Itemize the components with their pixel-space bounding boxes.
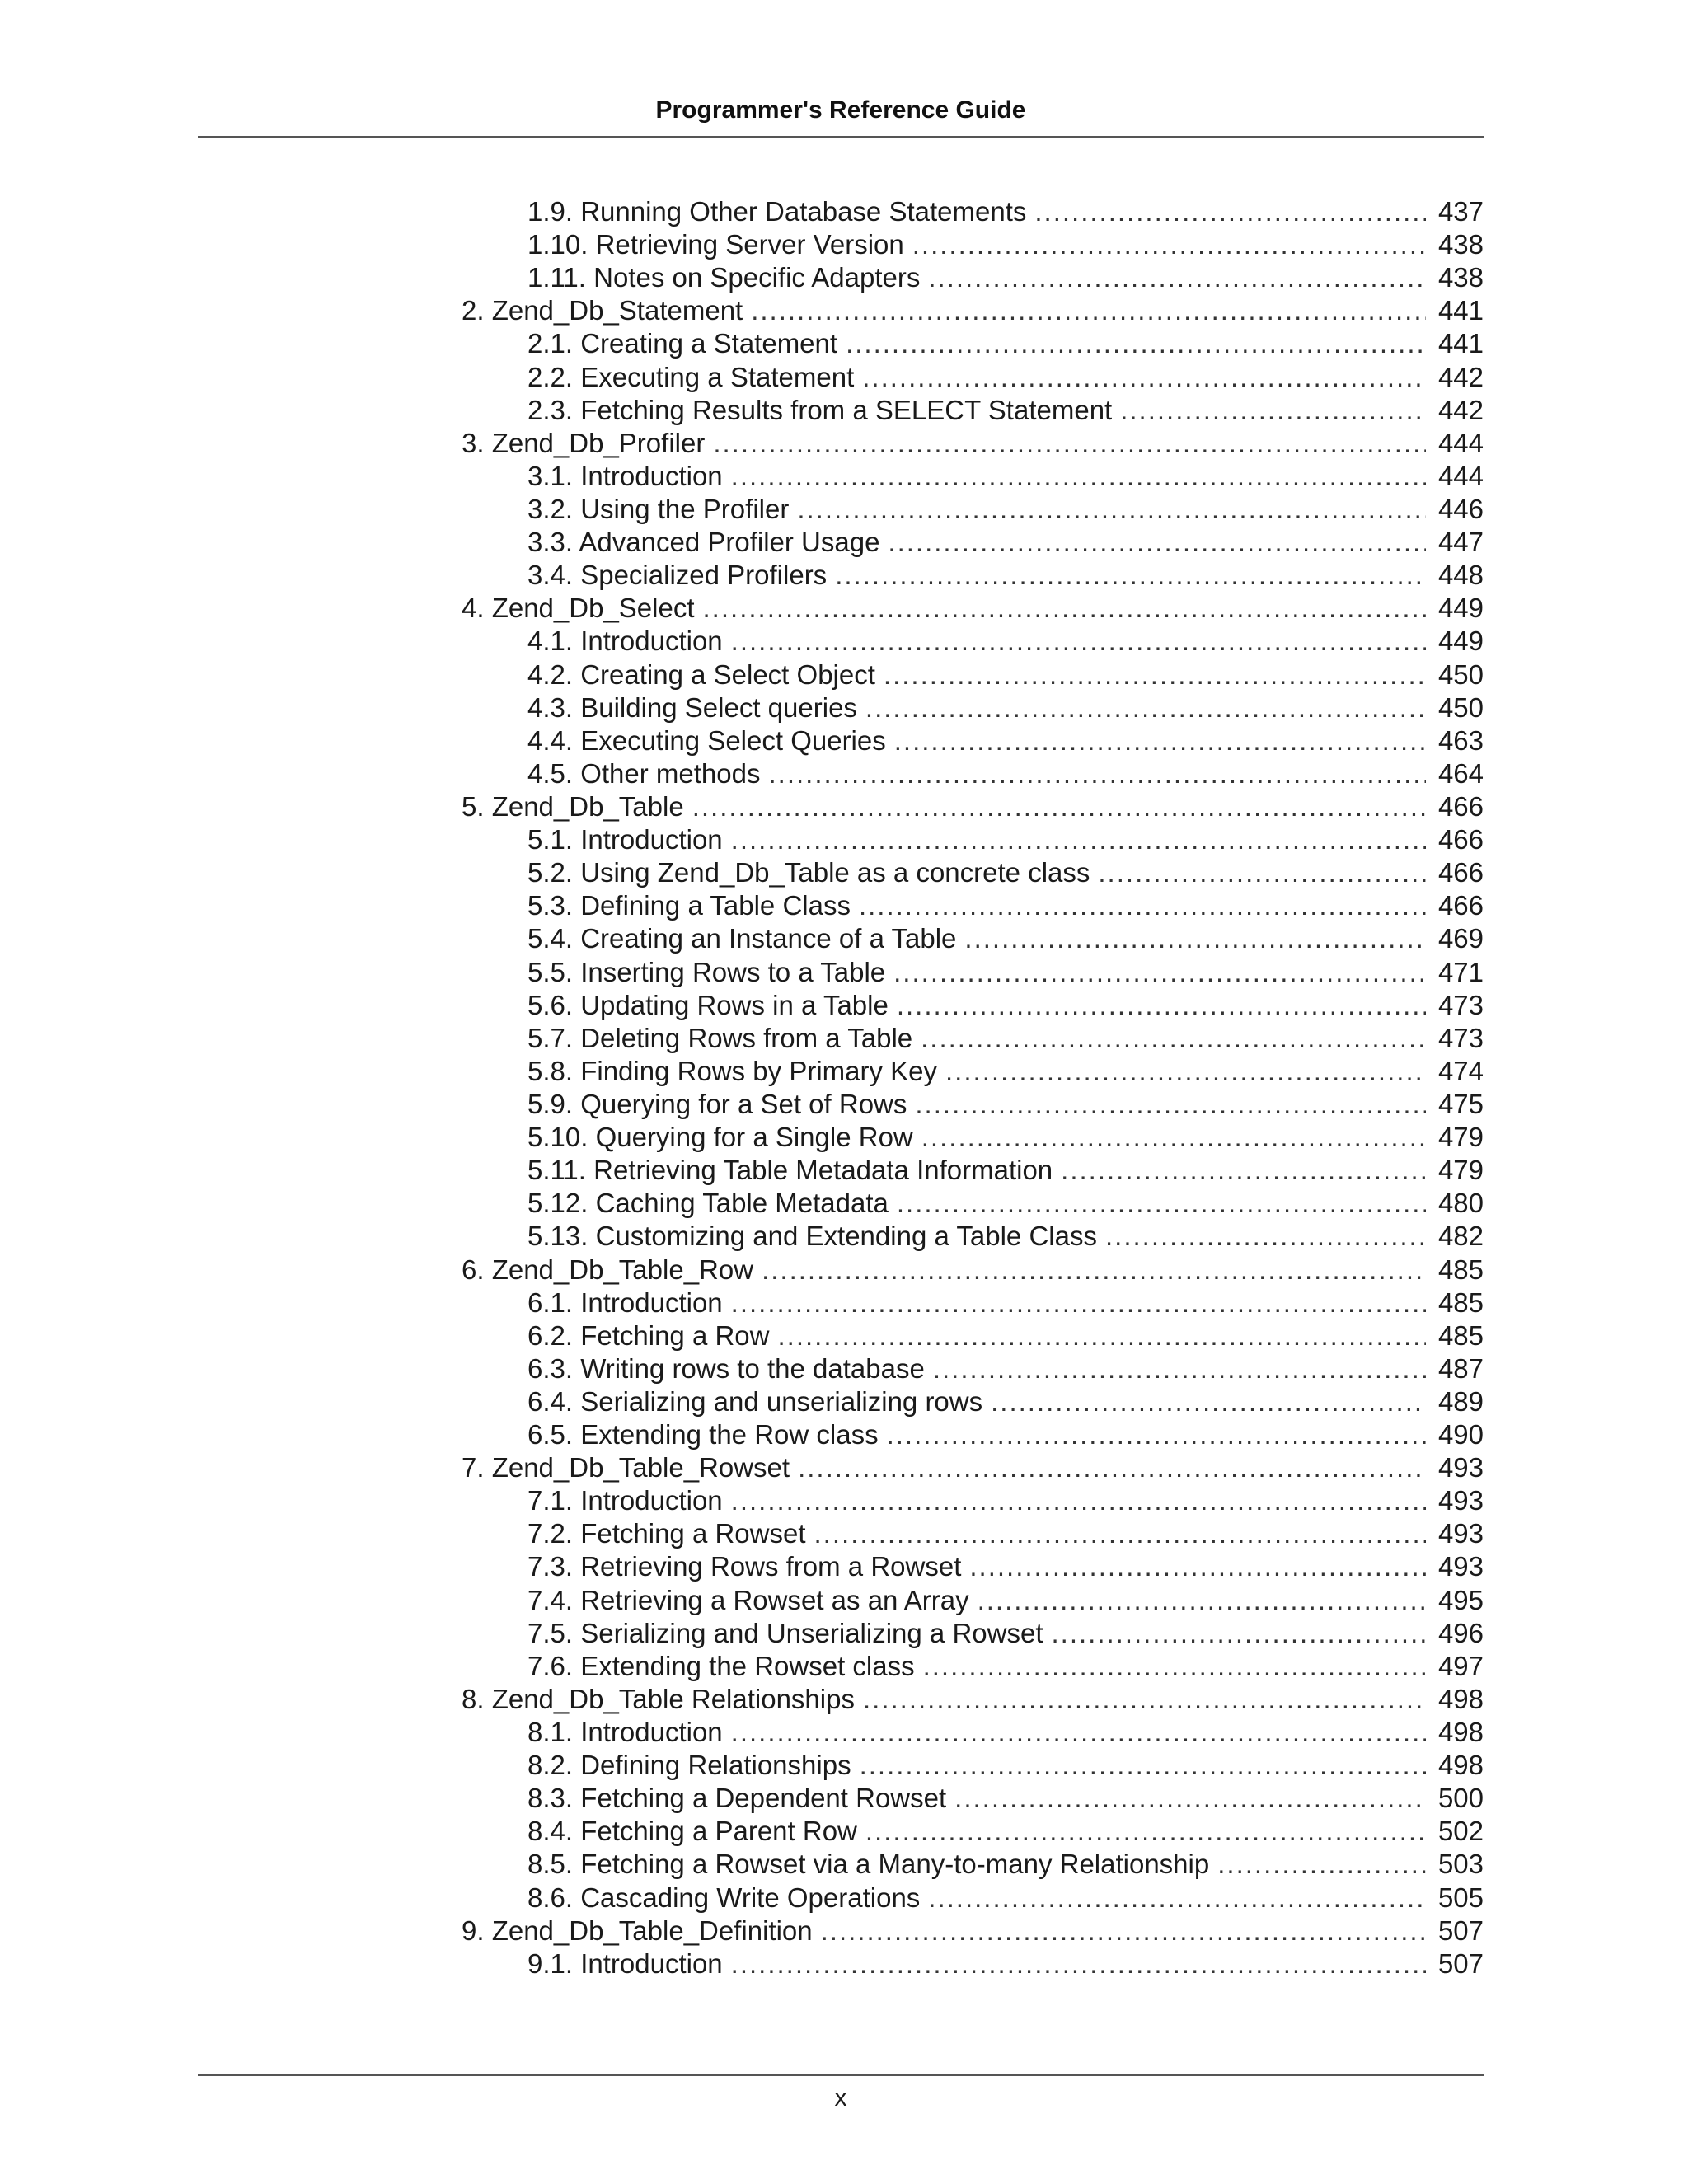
toc-entry[interactable] [462,1815,1484,1848]
toc-entry-page-number[interactable]: 479 [1437,1122,1484,1153]
toc-entry[interactable] [462,493,1484,526]
toc-dot-leader [860,1749,1426,1782]
toc-entry[interactable] [462,427,1484,460]
toc-dot-leader [821,1915,1426,1947]
toc-entry-title[interactable]: 8. Zend_Db_Table Relationships [462,1683,855,1714]
toc-entry-title[interactable]: 5.8. Finding Rows by Primary Key [528,1055,938,1086]
toc-entry-page-number[interactable]: 448 [1437,560,1484,591]
toc-dot-leader [797,493,1426,526]
toc-entry-title[interactable]: 7.3. Retrieving Rows from a Rowset [528,1551,962,1582]
toc-dot-leader [928,1882,1426,1915]
toc-entry-page-number[interactable]: 503 [1437,1849,1484,1880]
toc-entry-title[interactable]: 2.3. Fetching Results from a SELECT Statement [528,394,1113,425]
toc-entry[interactable] [462,724,1484,757]
toc-entry-page-number[interactable]: 473 [1437,1022,1484,1053]
toc-entry-title[interactable]: 6. Zend_Db_Table_Row [462,1254,754,1285]
toc-entry-title[interactable]: 9. Zend_Db_Table_Definition [462,1915,813,1946]
toc-entry-page-number[interactable]: 446 [1437,493,1484,524]
toc-entry-title[interactable]: 4.4. Executing Select Queries [528,724,886,756]
toc-entry-page-number[interactable]: 449 [1437,593,1484,624]
toc-entry[interactable] [462,1484,1484,1517]
toc-entry[interactable] [462,1782,1484,1815]
toc-dot-leader [731,823,1426,856]
toc-dot-leader [731,1286,1426,1319]
page-number: x [834,2084,847,2111]
toc-entry-page-number[interactable]: 475 [1437,1088,1484,1119]
toc-entry-title[interactable]: 1.10. Retrieving Server Version [528,229,904,260]
toc-entry-page-number[interactable]: 438 [1437,229,1484,260]
toc-entry-title[interactable]: 5.12. Caching Table Metadata [528,1188,889,1219]
toc-entry-title[interactable]: 3.1. Introduction [528,460,723,491]
toc-entry-page-number[interactable]: 485 [1437,1254,1484,1285]
toc-entry-title[interactable]: 4. Zend_Db_Select [462,593,695,624]
toc-entry-title[interactable]: 7.6. Extending the Rowset class [528,1650,915,1681]
toc-entry-page-number[interactable]: 463 [1437,724,1484,756]
toc-dot-leader [835,559,1426,592]
toc-entry[interactable] [462,1584,1484,1617]
toc-dot-leader [921,1121,1426,1154]
toc-dot-leader [978,1584,1426,1617]
toc-entry-page-number[interactable]: 502 [1437,1816,1484,1847]
toc-dot-leader [731,1484,1426,1517]
toc-entry-title[interactable]: 8.4. Fetching a Parent Row [528,1816,857,1847]
toc-entry-page-number[interactable]: 505 [1437,1882,1484,1913]
header-divider [198,136,1484,138]
toc-entry[interactable] [462,1418,1484,1451]
toc-entry-title[interactable]: 2.2. Executing a Statement [528,361,855,392]
toc-entry[interactable] [462,195,1484,228]
toc-dot-leader [1098,856,1426,889]
toc-dot-leader [768,757,1426,790]
toc-dot-leader [888,526,1426,559]
toc-entry[interactable] [462,1451,1484,1484]
toc-entry-page-number[interactable]: 466 [1437,890,1484,921]
toc-dot-leader [1052,1617,1427,1650]
toc-dot-leader [897,1187,1426,1220]
toc-entry-title[interactable]: 7.1. Introduction [528,1485,723,1516]
toc-dot-leader [894,724,1426,757]
footer-divider [198,2074,1484,2076]
toc-dot-leader [1105,1220,1426,1253]
toc-dot-leader [912,228,1426,261]
toc-dot-leader [703,592,1426,625]
toc-entry-title[interactable]: 5. Zend_Db_Table [462,790,684,822]
toc-entry[interactable] [462,1352,1484,1385]
toc-entry[interactable] [462,460,1484,493]
toc-entry[interactable] [462,394,1484,427]
toc-dot-leader [814,1517,1426,1550]
toc-entry[interactable] [462,625,1484,658]
toc-dot-leader [921,1022,1426,1055]
toc-entry[interactable] [462,1947,1484,1980]
toc-dot-leader [862,361,1426,394]
toc-entry-page-number[interactable]: 496 [1437,1617,1484,1648]
toc-entry-title[interactable]: 6.2. Fetching a Row [528,1319,770,1351]
toc-entry[interactable] [462,691,1484,724]
toc-entry-page-number[interactable]: 493 [1437,1452,1484,1483]
toc-entry-title[interactable]: 6.3. Writing rows to the database [528,1352,925,1384]
toc-entry[interactable] [462,956,1484,989]
toc-entry-page-number[interactable]: 500 [1437,1783,1484,1814]
toc-entry[interactable] [462,856,1484,889]
toc-entry-page-number[interactable]: 466 [1437,824,1484,855]
toc-entry[interactable] [462,1683,1484,1716]
toc-entry-page-number[interactable]: 507 [1437,1915,1484,1946]
toc-entry-page-number[interactable]: 449 [1437,626,1484,657]
toc-entry-page-number[interactable]: 480 [1437,1188,1484,1219]
toc-dot-leader [945,1055,1426,1088]
toc-entry-title[interactable]: 3.2. Using the Profiler [528,493,790,524]
toc-entry[interactable] [462,989,1484,1022]
toc-entry-page-number[interactable]: 441 [1437,328,1484,359]
toc-dot-leader [1034,195,1426,228]
toc-entry[interactable] [462,889,1484,922]
toc-dot-leader [762,1254,1426,1286]
toc-entry-page-number[interactable]: 450 [1437,658,1484,690]
toc-entry-page-number[interactable]: 498 [1437,1683,1484,1714]
toc-entry[interactable] [462,922,1484,955]
toc-entry[interactable] [462,1385,1484,1418]
toc-entry-page-number[interactable]: 471 [1437,956,1484,987]
toc-entry[interactable] [462,294,1484,327]
toc-entry-title[interactable]: 5.11. Retrieving Table Metadata Information [528,1155,1053,1186]
toc-entry-page-number[interactable]: 487 [1437,1352,1484,1384]
toc-entry[interactable] [462,823,1484,856]
toc-entry-title[interactable]: 7.2. Fetching a Rowset [528,1518,806,1549]
toc-entry-title[interactable]: 3. Zend_Db_Profiler [462,427,706,458]
toc-dot-leader [751,294,1426,327]
table-of-contents [462,195,1484,1980]
toc-entry[interactable] [462,1617,1484,1650]
toc-dot-leader [731,1716,1426,1749]
toc-dot-leader [731,460,1426,493]
toc-entry-page-number[interactable]: 485 [1437,1319,1484,1351]
toc-dot-leader [991,1385,1426,1418]
toc-entry-title[interactable]: 4.1. Introduction [528,626,723,657]
toc-entry-page-number[interactable]: 479 [1437,1155,1484,1186]
toc-entry-title[interactable]: 6.5. Extending the Row class [528,1419,879,1451]
toc-entry-title[interactable]: 6.1. Introduction [528,1286,723,1318]
toc-entry-page-number[interactable]: 444 [1437,427,1484,458]
toc-entry-title[interactable]: 5.4. Creating an Instance of a Table [528,923,957,954]
toc-entry-title[interactable]: 8.6. Cascading Write Operations [528,1882,921,1913]
toc-dot-leader [731,1947,1426,1980]
toc-entry-title[interactable]: 7.5. Serializing and Unserializing a Rowset [528,1617,1043,1648]
toc-dot-leader [933,1352,1426,1385]
toc-entry-title[interactable]: 8.1. Introduction [528,1717,723,1748]
toc-entry-title[interactable]: 6.4. Serializing and unserializing rows [528,1385,983,1417]
toc-entry[interactable] [462,1154,1484,1187]
toc-entry-title[interactable]: 8.3. Fetching a Dependent Rowset [528,1783,947,1814]
toc-entry[interactable] [462,1286,1484,1319]
toc-dot-leader [692,790,1426,823]
toc-entry-title[interactable]: 5.10. Querying for a Single Row [528,1122,913,1153]
toc-entry[interactable] [462,1749,1484,1782]
toc-entry-page-number[interactable]: 482 [1437,1221,1484,1252]
toc-dot-leader [846,327,1426,360]
toc-entry-title[interactable]: 5.2. Using Zend_Db_Table as a concrete class [528,857,1090,888]
toc-entry-page-number[interactable]: 489 [1437,1385,1484,1417]
toc-entry-page-number[interactable]: 444 [1437,460,1484,491]
toc-dot-leader [893,956,1426,989]
toc-entry[interactable] [462,1055,1484,1088]
toc-entry-page-number[interactable]: 495 [1437,1584,1484,1615]
toc-dot-leader [915,1088,1426,1121]
page-header-title: Programmer's Reference Guide [655,96,1026,124]
toc-dot-leader [1120,394,1426,427]
toc-entry[interactable] [462,658,1484,691]
toc-dot-leader [964,922,1426,955]
toc-entry[interactable] [462,1517,1484,1550]
toc-entry[interactable] [462,1187,1484,1220]
toc-entry[interactable] [462,1121,1484,1154]
toc-entry-page-number[interactable]: 442 [1437,394,1484,425]
toc-entry-page-number[interactable]: 466 [1437,790,1484,822]
toc-entry[interactable] [462,1220,1484,1253]
toc-entry-title[interactable]: 4.3. Building Select queries [528,691,857,723]
toc-entry[interactable] [462,592,1484,625]
toc-entry[interactable] [462,1650,1484,1683]
toc-entry-page-number[interactable]: 498 [1437,1750,1484,1781]
toc-entry-page-number[interactable]: 493 [1437,1518,1484,1549]
toc-entry[interactable] [462,757,1484,790]
toc-entry-page-number[interactable]: 485 [1437,1286,1484,1318]
toc-entry[interactable] [462,1254,1484,1286]
toc-entry-title[interactable]: 5.6. Updating Rows in a Table [528,989,889,1020]
toc-entry-page-number[interactable]: 473 [1437,989,1484,1020]
toc-entry[interactable] [462,1319,1484,1352]
toc-entry[interactable] [462,790,1484,823]
toc-entry-title[interactable]: 4.2. Creating a Select Object [528,658,875,690]
toc-dot-leader [884,658,1426,691]
toc-entry[interactable] [462,1882,1484,1915]
toc-dot-leader [923,1650,1426,1683]
toc-entry-page-number[interactable]: 490 [1437,1419,1484,1451]
toc-dot-leader [865,691,1426,724]
toc-entry-title[interactable]: 5.3. Defining a Table Class [528,890,851,921]
toc-entry-title[interactable]: 7.4. Retrieving a Rowset as an Array [528,1584,969,1615]
toc-entry-page-number[interactable]: 464 [1437,757,1484,789]
toc-entry-title[interactable]: 1.11. Notes on Specific Adapters [528,262,921,293]
toc-entry-title[interactable]: 5.1. Introduction [528,824,723,855]
toc-dot-leader [1061,1154,1426,1187]
toc-dot-leader [863,1683,1426,1716]
toc-entry-page-number[interactable]: 442 [1437,361,1484,392]
toc-entry-title[interactable]: 5.9. Querying for a Set of Rows [528,1088,907,1119]
toc-dot-leader [969,1550,1426,1583]
toc-entry-title[interactable]: 3.3. Advanced Profiler Usage [528,527,880,558]
toc-entry-page-number[interactable]: 507 [1437,1947,1484,1979]
toc-entry[interactable] [462,361,1484,394]
toc-entry[interactable] [462,1848,1484,1881]
toc-dot-leader [859,889,1426,922]
toc-entry[interactable] [462,1088,1484,1121]
toc-entry-title[interactable]: 5.5. Inserting Rows to a Table [528,956,886,987]
toc-entry-title[interactable]: 8.2. Defining Relationships [528,1750,851,1781]
toc-dot-leader [887,1418,1426,1451]
toc-entry-page-number[interactable]: 493 [1437,1485,1484,1516]
toc-entry-title[interactable]: 5.7. Deleting Rows from a Table [528,1022,913,1053]
toc-entry-title[interactable]: 4.5. Other methods [528,757,761,789]
toc-entry[interactable] [462,1716,1484,1749]
toc-entry-title[interactable]: 5.13. Customizing and Extending a Table Class [528,1221,1097,1252]
toc-entry[interactable] [462,1915,1484,1947]
toc-dot-leader [713,427,1426,460]
toc-entry-title[interactable]: 2.1. Creating a Statement [528,328,838,359]
toc-entry-page-number[interactable]: 437 [1437,196,1484,227]
toc-entry-title[interactable]: 9.1. Introduction [528,1947,723,1979]
toc-entry-page-number[interactable]: 469 [1437,923,1484,954]
toc-entry[interactable] [462,1022,1484,1055]
toc-dot-leader [798,1451,1426,1484]
toc-entry-page-number[interactable]: 438 [1437,262,1484,293]
toc-entry-page-number[interactable]: 498 [1437,1717,1484,1748]
toc-dot-leader [731,625,1426,658]
toc-entry[interactable] [462,526,1484,559]
toc-entry-title[interactable]: 7. Zend_Db_Table_Rowset [462,1452,790,1483]
toc-entry-page-number[interactable]: 493 [1437,1551,1484,1582]
toc-entry[interactable] [462,1550,1484,1583]
toc-entry-page-number[interactable]: 466 [1437,857,1484,888]
toc-dot-leader [928,261,1426,294]
toc-entry-title[interactable]: 8.5. Fetching a Rowset via a Many-to-many Relationship [528,1849,1210,1880]
toc-entry-page-number[interactable]: 450 [1437,691,1484,723]
toc-entry[interactable] [462,261,1484,294]
toc-entry-title[interactable]: 1.9. Running Other Database Statements [528,196,1027,227]
toc-entry-page-number[interactable]: 474 [1437,1055,1484,1086]
toc-dot-leader [897,989,1426,1022]
toc-dot-leader [778,1319,1427,1352]
toc-entry[interactable] [462,559,1484,592]
toc-dot-leader [865,1815,1426,1848]
toc-entry-title[interactable]: 2. Zend_Db_Statement [462,295,743,326]
toc-entry[interactable] [462,327,1484,360]
toc-entry-page-number[interactable]: 447 [1437,527,1484,558]
toc-dot-leader [954,1782,1426,1815]
toc-entry-page-number[interactable]: 497 [1437,1650,1484,1681]
toc-dot-leader [1217,1848,1426,1881]
toc-entry-title[interactable]: 3.4. Specialized Profilers [528,560,828,591]
toc-entry-page-number[interactable]: 441 [1437,295,1484,326]
toc-entry[interactable] [462,228,1484,261]
